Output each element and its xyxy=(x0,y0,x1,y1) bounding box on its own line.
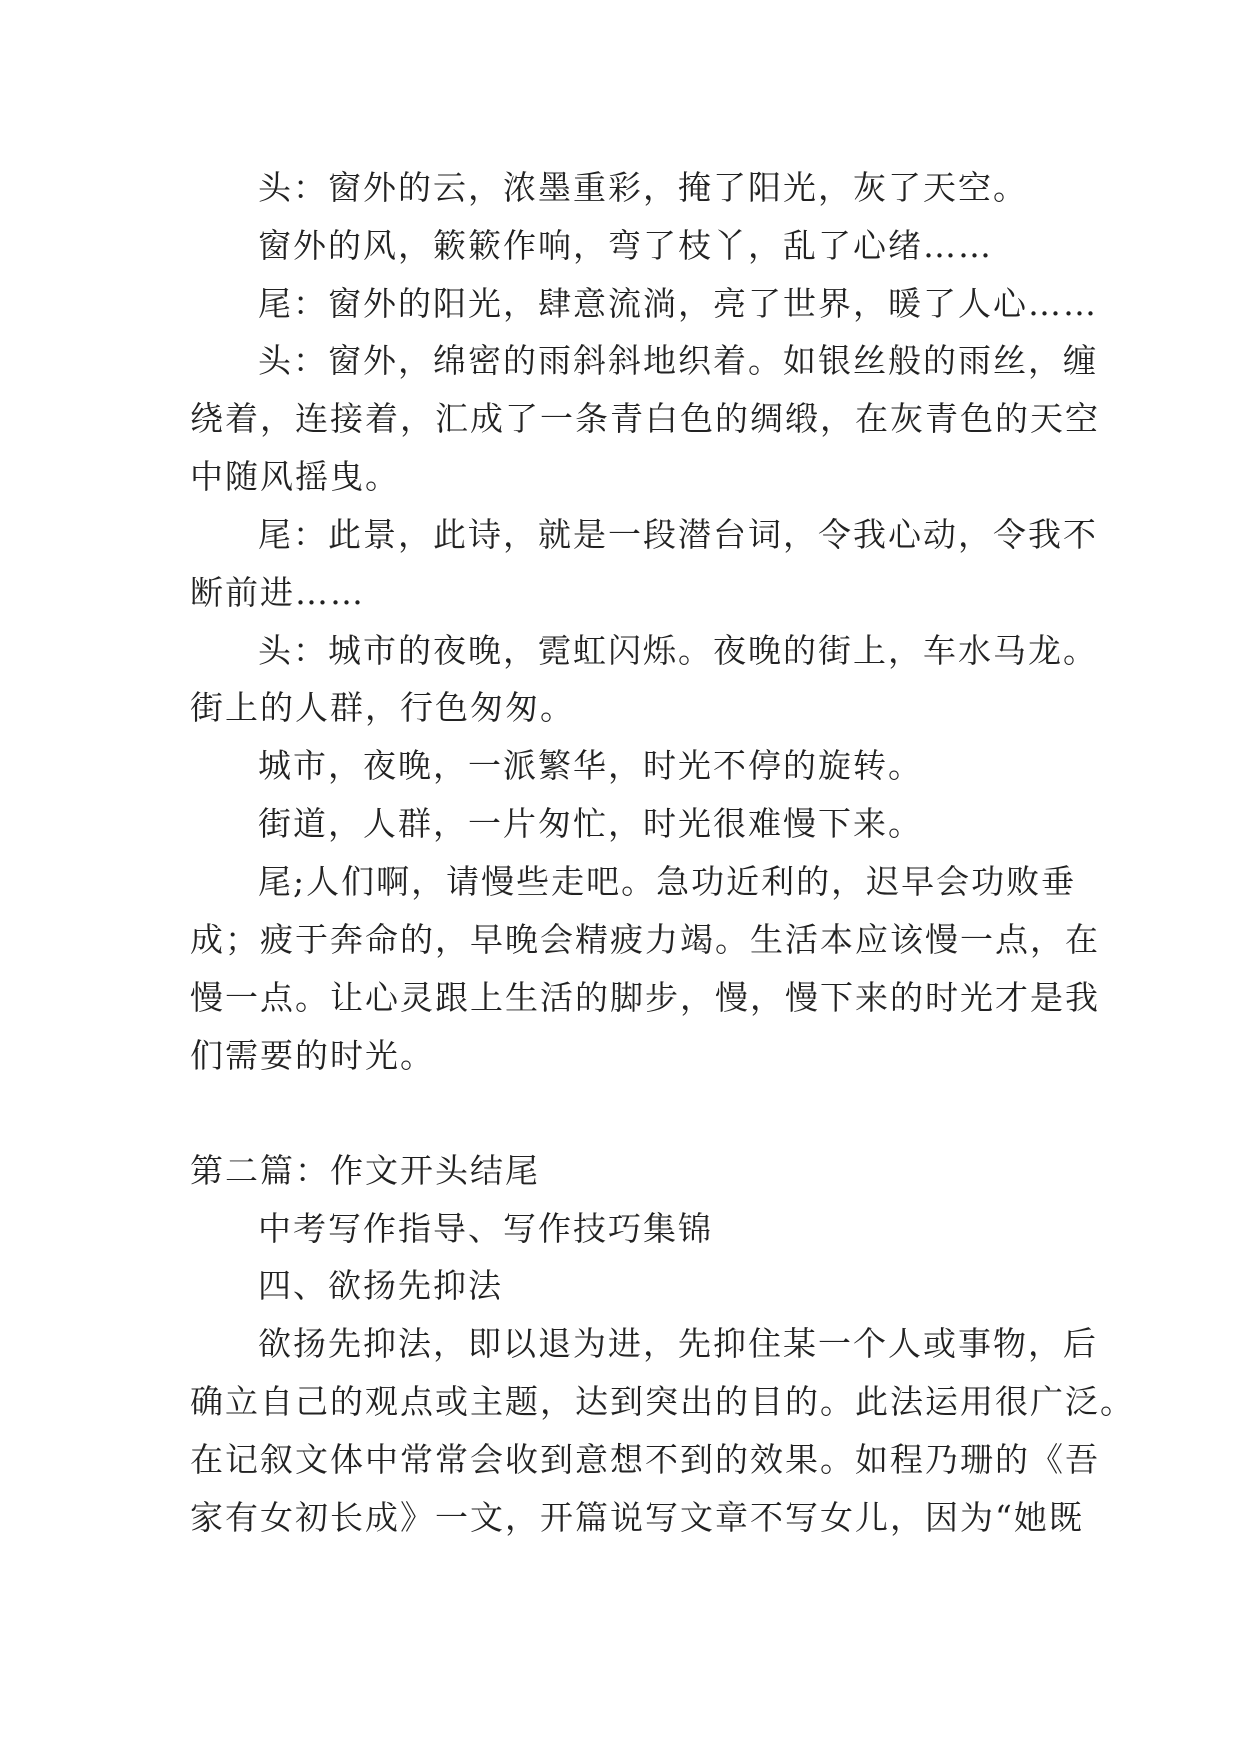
text-line-4: 头：窗外，绵密的雨斜斜地织着。如银丝般的雨丝，缠 xyxy=(258,341,1098,380)
text-line-15: 慢一点。让心灵跟上生活的脚步，慢，慢下来的时光才是我 xyxy=(190,978,1100,1017)
text-line-22: 在记叙文体中常常会收到意想不到的效果。如程乃珊的《吾 xyxy=(190,1440,1100,1479)
text-line-7: 尾：此景，此诗，就是一段潜台词，令我心动，令我不 xyxy=(258,515,1098,554)
text-line-12: 街道，人群，一片匆忙，时光很难慢下来。 xyxy=(258,804,923,843)
text-line-23: 家有女初长成》一文，开篇说写文章不写女儿，因为“她既 xyxy=(190,1498,1084,1537)
method-title: 四、欲扬先抑法 xyxy=(258,1266,503,1305)
subsection-title: 中考写作指导、写作技巧集锦 xyxy=(258,1209,713,1248)
text-line-5: 绕着，连接着，汇成了一条青白色的绸缎，在灰青色的天空 xyxy=(190,399,1100,438)
text-line-16: 们需要的时光。 xyxy=(190,1036,435,1075)
text-line-3: 尾：窗外的阳光，肆意流淌，亮了世界，暖了人心…… xyxy=(258,284,1098,323)
text-line-10: 街上的人群，行色匆匆。 xyxy=(190,688,575,727)
text-line-14: 成；疲于奔命的，早晚会精疲力竭。生活本应该慢一点，在 xyxy=(190,920,1100,959)
text-line-8: 断前进…… xyxy=(190,573,365,612)
text-line-1: 头：窗外的云，浓墨重彩，掩了阳光，灰了天空。 xyxy=(258,168,1028,207)
text-line-6: 中随风摇曳。 xyxy=(190,457,400,496)
text-line-2: 窗外的风，簌簌作响，弯了枝丫，乱了心绪…… xyxy=(258,226,993,265)
text-line-11: 城市，夜晚，一派繁华，时光不停的旋转。 xyxy=(258,746,923,785)
section-heading: 第二篇：作文开头结尾 xyxy=(190,1151,540,1190)
text-line-13: 尾;人们啊，请慢些走吧。急功近利的，迟早会功败垂 xyxy=(258,862,1077,901)
text-line-20: 欲扬先抑法，即以退为进，先抑住某一个人或事物，后 xyxy=(258,1324,1098,1363)
text-line-9: 头：城市的夜晚，霓虹闪烁。夜晚的街上，车水马龙。 xyxy=(258,631,1098,670)
text-line-21: 确立自己的观点或主题，达到突出的目的。此法运用很广泛。 xyxy=(190,1382,1135,1421)
